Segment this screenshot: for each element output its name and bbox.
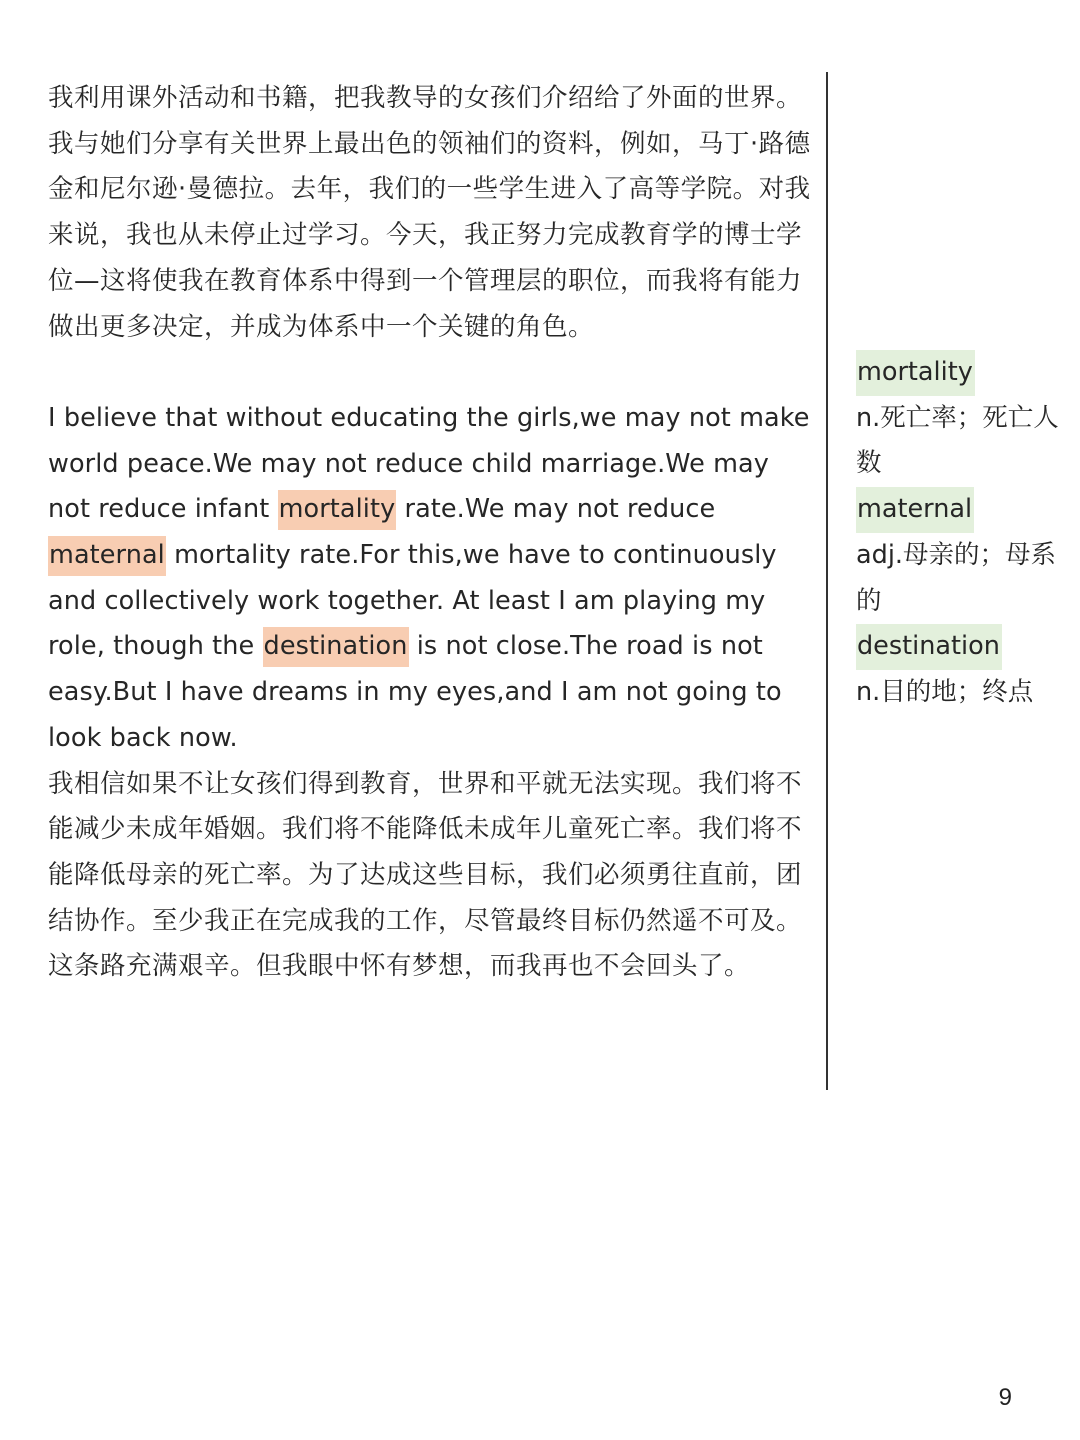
highlight-maternal: maternal (48, 536, 166, 576)
english-text-part-3: mortality rate.For this,we have to continuously and collectively work together. At least I am playing my role, though the (48, 540, 777, 662)
vocab-word: destination (856, 624, 1002, 670)
english-text-part-2: rate.We may not reduce (396, 494, 716, 525)
highlight-mortality: mortality (278, 490, 397, 530)
english-paragraph (48, 396, 818, 762)
english-text-part-4: is not close.The road is not easy.But I have dreams in my eyes,and I am not going to look back now. (48, 631, 782, 753)
english-text-part-1: I believe that without educating the girls,we may not make world peace.We may not reduce child marriage.We may not reduce infant (48, 402, 810, 525)
vocab-entry (856, 350, 1066, 487)
chinese-translation-paragraph: 我相信如果不让女孩们得到教育，世界和平就无法实现。我们将不能减少未成年婚姻。我们将不能降低未成年儿童死亡率。我们将不能降低母亲的死亡率。为了达成这些目标，我们必须勇往直前，团结协作。至少我正在完成我的工作，尽管最终目标仍然遥不可及。这条路充满艰辛。但我眼中怀有梦想，而我再也不会回头了。 (48, 768, 803, 982)
page-number: 9 (998, 1384, 1012, 1411)
vocabulary-sidebar (856, 350, 1066, 716)
vocab-definition: adj.母亲的；母系的 (856, 539, 1057, 616)
column-divider (826, 72, 828, 1090)
vocab-word: mortality (856, 350, 975, 396)
vocab-definition: n.目的地；终点 (856, 676, 1034, 707)
vocab-entry (856, 487, 1066, 624)
chinese-intro-paragraph: 我利用课外活动和书籍，把我教导的女孩们介绍给了外面的世界。我与她们分享有关世界上最出色的领袖们的资料，例如，马丁·路德金和尼尔逊·曼德拉。去年，我们的一些学生进入了高等学院。对我来说，我也从未停止过学习。今天，我正努力完成教育学的博士学位—这将使我在教育体系中得到一个管理层的职位，而我将有能力做出更多决定，并成为体系中一个关键的角色。 (48, 83, 811, 342)
vocab-word: maternal (856, 487, 974, 533)
vocab-entry (856, 624, 1066, 715)
passage-column (48, 76, 818, 990)
vocab-definition: n.死亡率；死亡人数 (856, 402, 1059, 479)
highlight-destination: destination (263, 627, 409, 667)
